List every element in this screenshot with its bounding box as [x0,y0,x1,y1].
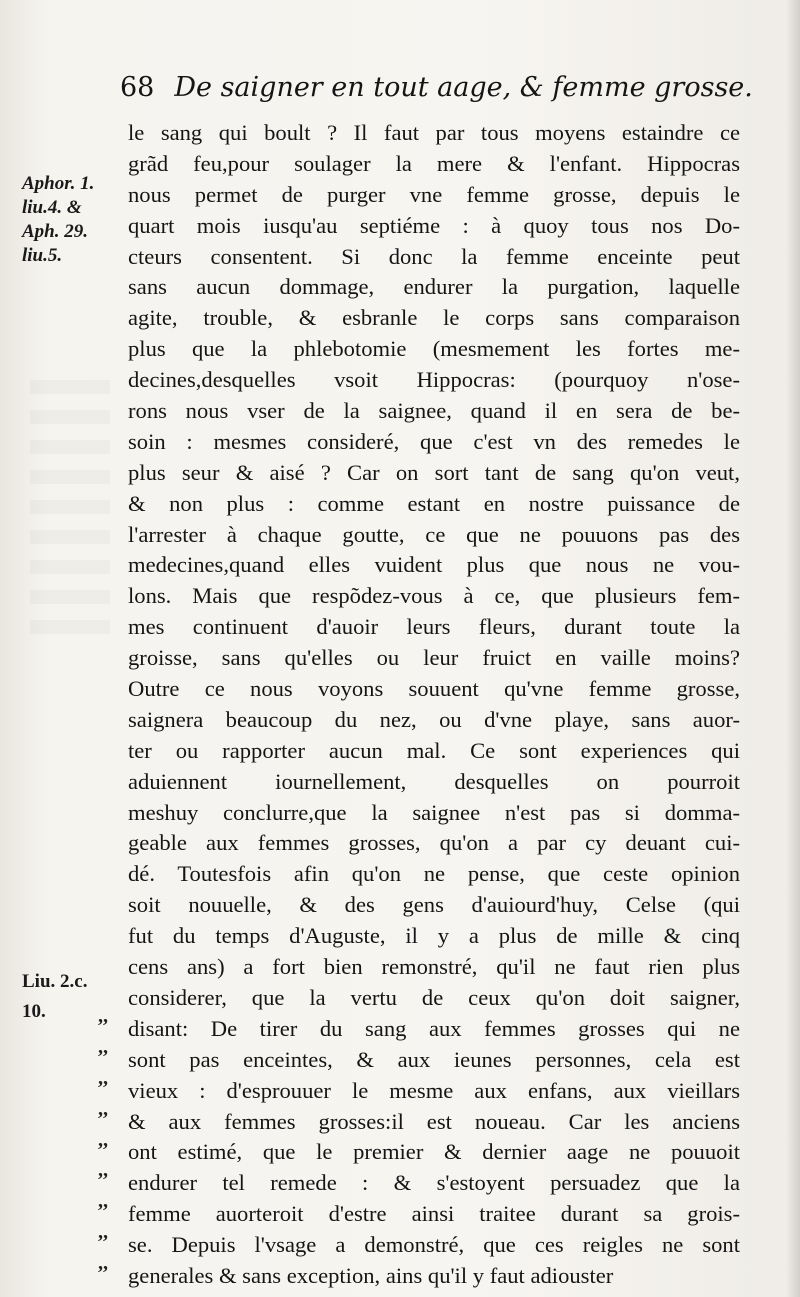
text-line: cteurs consentent. Si donc la femme enceinte peut [128,243,740,269]
text-line: disant: De tirer du sang aux femmes grosses qui ne [128,1015,740,1041]
running-header [120,72,753,106]
text-line: generales & sans exception, ains qu'il y faut adiouster [128,1262,614,1288]
text-line: dé. Toutesfois afin qu'on ne pense, que ceste opinion [128,861,740,887]
quote-mark: ,, [98,1097,108,1120]
text-line: geable aux femmes grosses, qu'on a par cy deuant cui- [128,830,740,856]
running-title: De saigner en tout aage, & femme grosse. [174,72,753,103]
text-line: nous permet de purger vne femme grosse, depuis le [128,181,740,207]
page-edge-shadow [786,0,800,1297]
margin-note-line: Aph. 29. [22,221,88,242]
text-line: aduiennent iournellement, desquelles on pourroit [128,768,740,794]
text-line: saignera beaucoup du nez, ou d'vne playe, sans auor- [128,706,740,732]
text-line: vieux : d'esprouuer le mesme aux enfans, aux vieillars [128,1077,740,1103]
text-line: cens ans) a fort bien remonstré, qu'il ne faut rien plus [128,954,740,980]
text-line: Outre ce nous voyons souuent qu'vne femme grosse, [128,676,740,702]
margin-note-line: 10. [22,1001,46,1022]
text-line: ter ou rapporter aucun mal. Ce sont experiences qui [128,737,740,763]
text-line: groisse, sans qu'elles ou leur fruict en vaille moins? [128,645,740,671]
text-line: se. Depuis l'vsage a demonstré, que ces reigles ne sont [128,1232,740,1258]
quote-mark: ,, [98,1128,108,1151]
text-line: & non plus : comme estant en nostre puissance de [128,490,740,516]
quote-mark: ,, [98,1005,108,1027]
text-line: mes continuent d'auoir leurs fleurs, durant toute la [128,614,740,640]
quote-mark: ,, [98,1066,108,1089]
quote-mark: ,, [98,1252,108,1275]
text-line: femme auorteroit d'estre ainsi traitee durant sa grois- [128,1201,740,1227]
body-text [128,118,740,1292]
bleed-through-text [30,380,110,640]
text-line: medecines,quand elles vuident plus que nous ne vou- [128,552,740,578]
text-line: agite, trouble, & esbranle le corps sans comparaison [128,305,740,331]
page-number: 68 [120,72,155,103]
text-line: & aux femmes grosses:il est noueau. Car les anciens [128,1108,740,1134]
text-line: decines,desquelles vsoit Hippocras: (pourquoy n'ose- [128,367,740,393]
quote-mark: ,, [98,1035,108,1058]
quotation-marks-column [98,1001,126,1279]
text-line: quart mois iusqu'au septiéme : à quoy tous nos Do- [128,212,740,238]
margin-note-aphorisms [22,172,94,268]
text-line: soin : mesmes consideré, que c'est vn des remedes le [128,428,740,454]
text-line: meshuy conclurre,que la saignee n'est pas si domma- [128,799,740,825]
margin-note-celse [22,970,87,1024]
text-line: ont estimé, que le premier & dernier aage ne pouuoit [128,1139,740,1165]
text-line: grãd feu,pour soulager la mere & l'enfant. Hippocras [128,150,740,176]
text-line: lons. Mais que respõdez-vous à ce, que plusieurs fem- [128,583,740,609]
text-line: le sang qui boult ? Il faut par tous moyens estaindre ce [128,120,740,145]
text-line: plus que la phlebotomie (mesmement les fortes me- [128,336,740,362]
text-line: endurer tel remede : & s'estoyent persuadez que la [128,1170,740,1196]
quote-mark: ,, [98,1221,108,1244]
quote-mark: ,, [98,1159,108,1182]
text-line: rons nous vser de la saignee, quand il en sera de be- [128,398,740,424]
text-line: considerer, que la vertu de ceux qu'on doit saigner, [128,984,740,1010]
margin-note-line: Aphor. 1. [22,173,95,194]
text-line: plus seur & aisé ? Car on sort tant de sang qu'on veut, [128,459,740,485]
quote-mark: ,, [98,1190,108,1213]
text-line: sont pas enceintes, & aux ieunes personnes, cela est [128,1046,740,1072]
text-line: fut du temps d'Auguste, il y a plus de mille & cinq [128,923,740,949]
margin-note-line: liu.5. [22,245,63,266]
margin-note-line: liu.4. & [22,197,82,218]
text-line: l'arrester à chaque goutte, ce que ne pouuons pas des [128,521,740,547]
text-line: sans aucun dommage, endurer la purgation, laquelle [128,274,740,300]
margin-note-line: Liu. 2.c. [22,971,88,992]
text-line: soit nouuelle, & des gens d'auiourd'huy, Celse (qui [128,892,740,918]
